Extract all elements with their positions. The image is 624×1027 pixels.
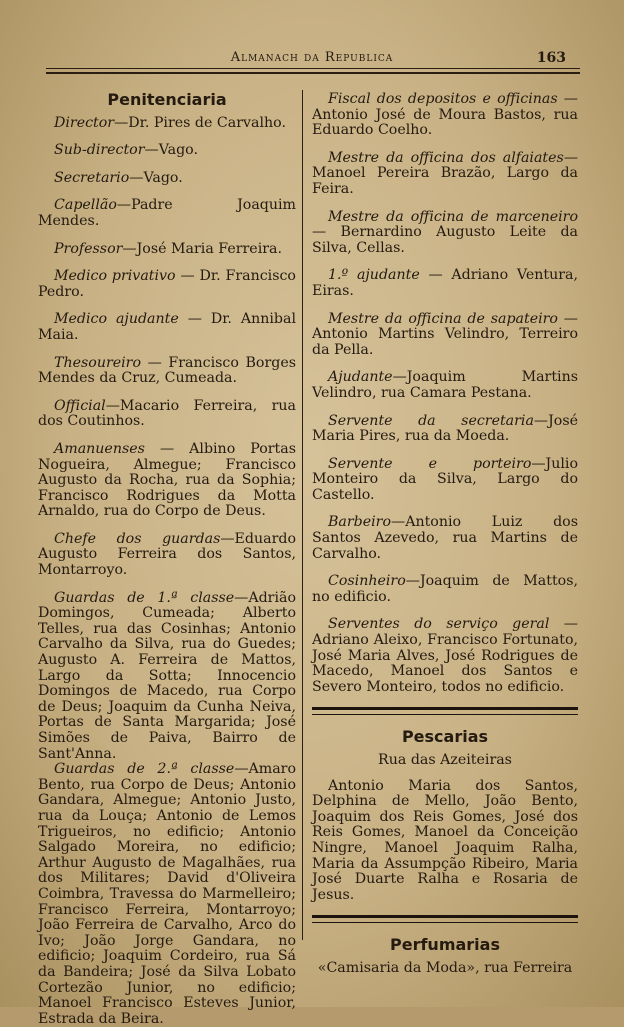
staff-entry bbox=[38, 591, 296, 763]
staff-details: —Joaquim Martins Velindro, rua Camara Pestana. bbox=[312, 369, 578, 401]
staff-details: — Antonio José de Moura Bastos, rua Eduardo Coelho. bbox=[312, 91, 578, 139]
running-header bbox=[40, 48, 584, 76]
staff-entry bbox=[312, 312, 578, 359]
section-rule bbox=[312, 707, 578, 715]
staff-entry bbox=[312, 151, 578, 198]
staff-entry bbox=[38, 171, 296, 187]
left-column bbox=[38, 90, 296, 1027]
staff-role: Servente da secretaria bbox=[328, 412, 534, 429]
staff-role: Director bbox=[54, 114, 115, 131]
staff-role: Amanuenses bbox=[54, 440, 145, 457]
staff-details: — Manoel Pereira Brazão, Largo da Feira. bbox=[312, 149, 578, 197]
staff-entry bbox=[38, 532, 296, 579]
staff-role: Mestre da officina dos alfaiates bbox=[328, 149, 564, 166]
staff-entry bbox=[38, 442, 296, 520]
staff-entry bbox=[312, 457, 578, 504]
staff-details: —Amaro Bento, rua Corpo de Deus; Antonio Gandara, Almegue; Antonio Justo, rua da Louça; Antonio de Lemos Trigueiros, no edificio; Antonio Salgado Moreira, no edificio; Arthur Augusto de Magalhães, rua dos Militares; David d'Oliveira Coimbra, Travessa do Marmelleiro; Francisco Ferreira, Montarroyo; João Ferreira de Carvalho, Arco do Ivo; João Jorge Gandara, no edificio; Joaquim Cordeiro, rua Sá da Bandeira; José da Silva Lobato Cortezão Junior, no edificio; Manoel Francisco Esteves Junior, Estrada da Beira. bbox=[38, 761, 296, 1027]
staff-role: Medico ajudante bbox=[54, 311, 179, 328]
staff-details: — Adriano Aleixo, Francisco Fortunato, José Maria Alves, José Rodrigues de Macedo, Manoel dos Santos e Severo Monteiro, todos no edificio. bbox=[312, 616, 578, 695]
staff-entry bbox=[312, 617, 578, 695]
staff-role: 1.º ajudante bbox=[328, 267, 420, 284]
staff-details: —Adrião Domingos, Cumeada; Alberto Telles, rua das Cosinhas; Antonio Carvalho da Silva, rua do Guedes; Augusto A. Ferreira de Mattos, Largo da Sotta; Innocencio Domingos de Macedo, rua Corpo de Deus; Joaquim da Cunha Neiva, Portas de Santa Margarida; José Simões de Paiva, Bairro de Sant'Anna. bbox=[38, 589, 296, 762]
staff-role: Sub-director bbox=[54, 142, 145, 159]
staff-role: Professor bbox=[54, 240, 123, 257]
penitenciaria-entries-continued bbox=[312, 92, 578, 695]
staff-role: Chefe dos guardas bbox=[54, 530, 221, 547]
page-number: 163 bbox=[536, 50, 566, 66]
staff-role: Guardas de 1.ª classe bbox=[54, 589, 235, 606]
staff-details: —Vago. bbox=[129, 169, 183, 186]
staff-role: Fiscal dos depositos e officinas bbox=[328, 91, 558, 107]
staff-entry bbox=[312, 414, 578, 445]
staff-role: Ajudante bbox=[328, 369, 393, 386]
staff-entry bbox=[38, 242, 296, 258]
staff-details: — Antonio Martins Velindro, Terreiro da Pella. bbox=[312, 310, 578, 358]
staff-details: —Julio Monteiro da Silva, Largo do Castello. bbox=[312, 455, 578, 503]
penitenciaria-entries bbox=[38, 116, 296, 1027]
staff-entry bbox=[38, 356, 296, 387]
staff-details: — Francisco Borges Mendes da Cruz, Cumeada. bbox=[38, 354, 296, 387]
staff-details: — Albino Portas Nogueira, Almegue; Francisco Augusto da Rocha, rua da Sophia; Francisco Rodrigues da Motta Arnaldo, rua do Corpo de Deus. bbox=[38, 440, 296, 520]
staff-details: — Adriano Ventura, Eiras. bbox=[312, 267, 578, 299]
staff-role: Capellão bbox=[54, 197, 117, 214]
staff-role: Mestre da officina de marceneiro bbox=[328, 208, 578, 225]
staff-details: —Macario Ferreira, rua dos Coutinhos. bbox=[38, 397, 296, 430]
staff-entry bbox=[38, 198, 296, 229]
staff-details: —José Maria Pires, rua da Moeda. bbox=[312, 412, 578, 445]
staff-role: Serventes do serviço geral bbox=[328, 616, 550, 633]
column-divider bbox=[302, 90, 303, 940]
staff-details: —Joaquim de Mattos, no edificio. bbox=[312, 573, 578, 605]
staff-role: Barbeiro bbox=[328, 514, 392, 531]
section-heading-penitenciaria: Penitenciaria bbox=[107, 90, 227, 109]
section-heading-perfumarias: Perfumarias bbox=[390, 935, 500, 955]
staff-details: —Dr. Pires de Carvalho. bbox=[114, 114, 286, 131]
pescarias-address: Rua das Azeiteiras bbox=[378, 752, 512, 768]
staff-details: —Antonio Luiz dos Santos Azevedo, rua Martins de Carvalho. bbox=[312, 514, 578, 562]
staff-entry bbox=[38, 312, 296, 343]
staff-entry bbox=[312, 574, 578, 605]
staff-details: —José Maria Ferreira. bbox=[122, 240, 282, 257]
staff-entry bbox=[38, 116, 296, 132]
staff-role: Servente e porteiro bbox=[328, 455, 532, 472]
staff-entry bbox=[38, 762, 296, 1027]
pescarias-names: Antonio Maria dos Santos, Delphina de Mello, João Bento, Joaquim dos Reis Gomes, José dos Reis Gomes, Manoel da Conceição Ningre, Manoel Joaquim Ralha, Maria da Assumpção Ribeiro, Maria José Duarte Ralha e Rosaria de Jesus. bbox=[312, 777, 578, 903]
staff-entry bbox=[312, 268, 578, 299]
staff-entry bbox=[38, 399, 296, 430]
staff-details: — Dr. Francisco Pedro. bbox=[38, 268, 296, 300]
staff-entry bbox=[312, 92, 578, 139]
staff-role: Medico privativo bbox=[54, 268, 176, 285]
staff-details: —Padre Joaquim Mendes. bbox=[38, 197, 296, 229]
staff-role: Secretario bbox=[54, 169, 130, 186]
staff-details: —Vago. bbox=[144, 142, 198, 159]
staff-role: Guardas de 2.ª classe bbox=[54, 761, 235, 778]
right-column bbox=[312, 91, 578, 976]
section-rule bbox=[312, 915, 578, 923]
section-heading-pescarias: Pescarias bbox=[401, 727, 489, 747]
staff-entry bbox=[312, 210, 578, 257]
perfumarias-address: «Camisaria da Moda», rua Ferreira bbox=[317, 959, 573, 976]
staff-details: — Dr. Annibal Maia. bbox=[38, 311, 296, 343]
staff-details: — Bernardino Augusto Leite da Silva, Cellas. bbox=[312, 224, 578, 256]
staff-entry bbox=[312, 370, 578, 401]
staff-entry bbox=[38, 269, 296, 300]
header-rule bbox=[46, 68, 580, 74]
running-title: Almanach da Republica bbox=[230, 50, 394, 65]
staff-entry bbox=[312, 515, 578, 562]
staff-role: Official bbox=[54, 397, 106, 414]
staff-role: Cosinheiro bbox=[328, 573, 406, 590]
staff-role: Thesoureiro bbox=[54, 354, 141, 371]
staff-details: —Eduardo Augusto Ferreira dos Santos, Montarroyo. bbox=[38, 530, 296, 579]
staff-entry bbox=[38, 143, 296, 159]
staff-role: Mestre da officina de sapateiro bbox=[328, 310, 558, 327]
